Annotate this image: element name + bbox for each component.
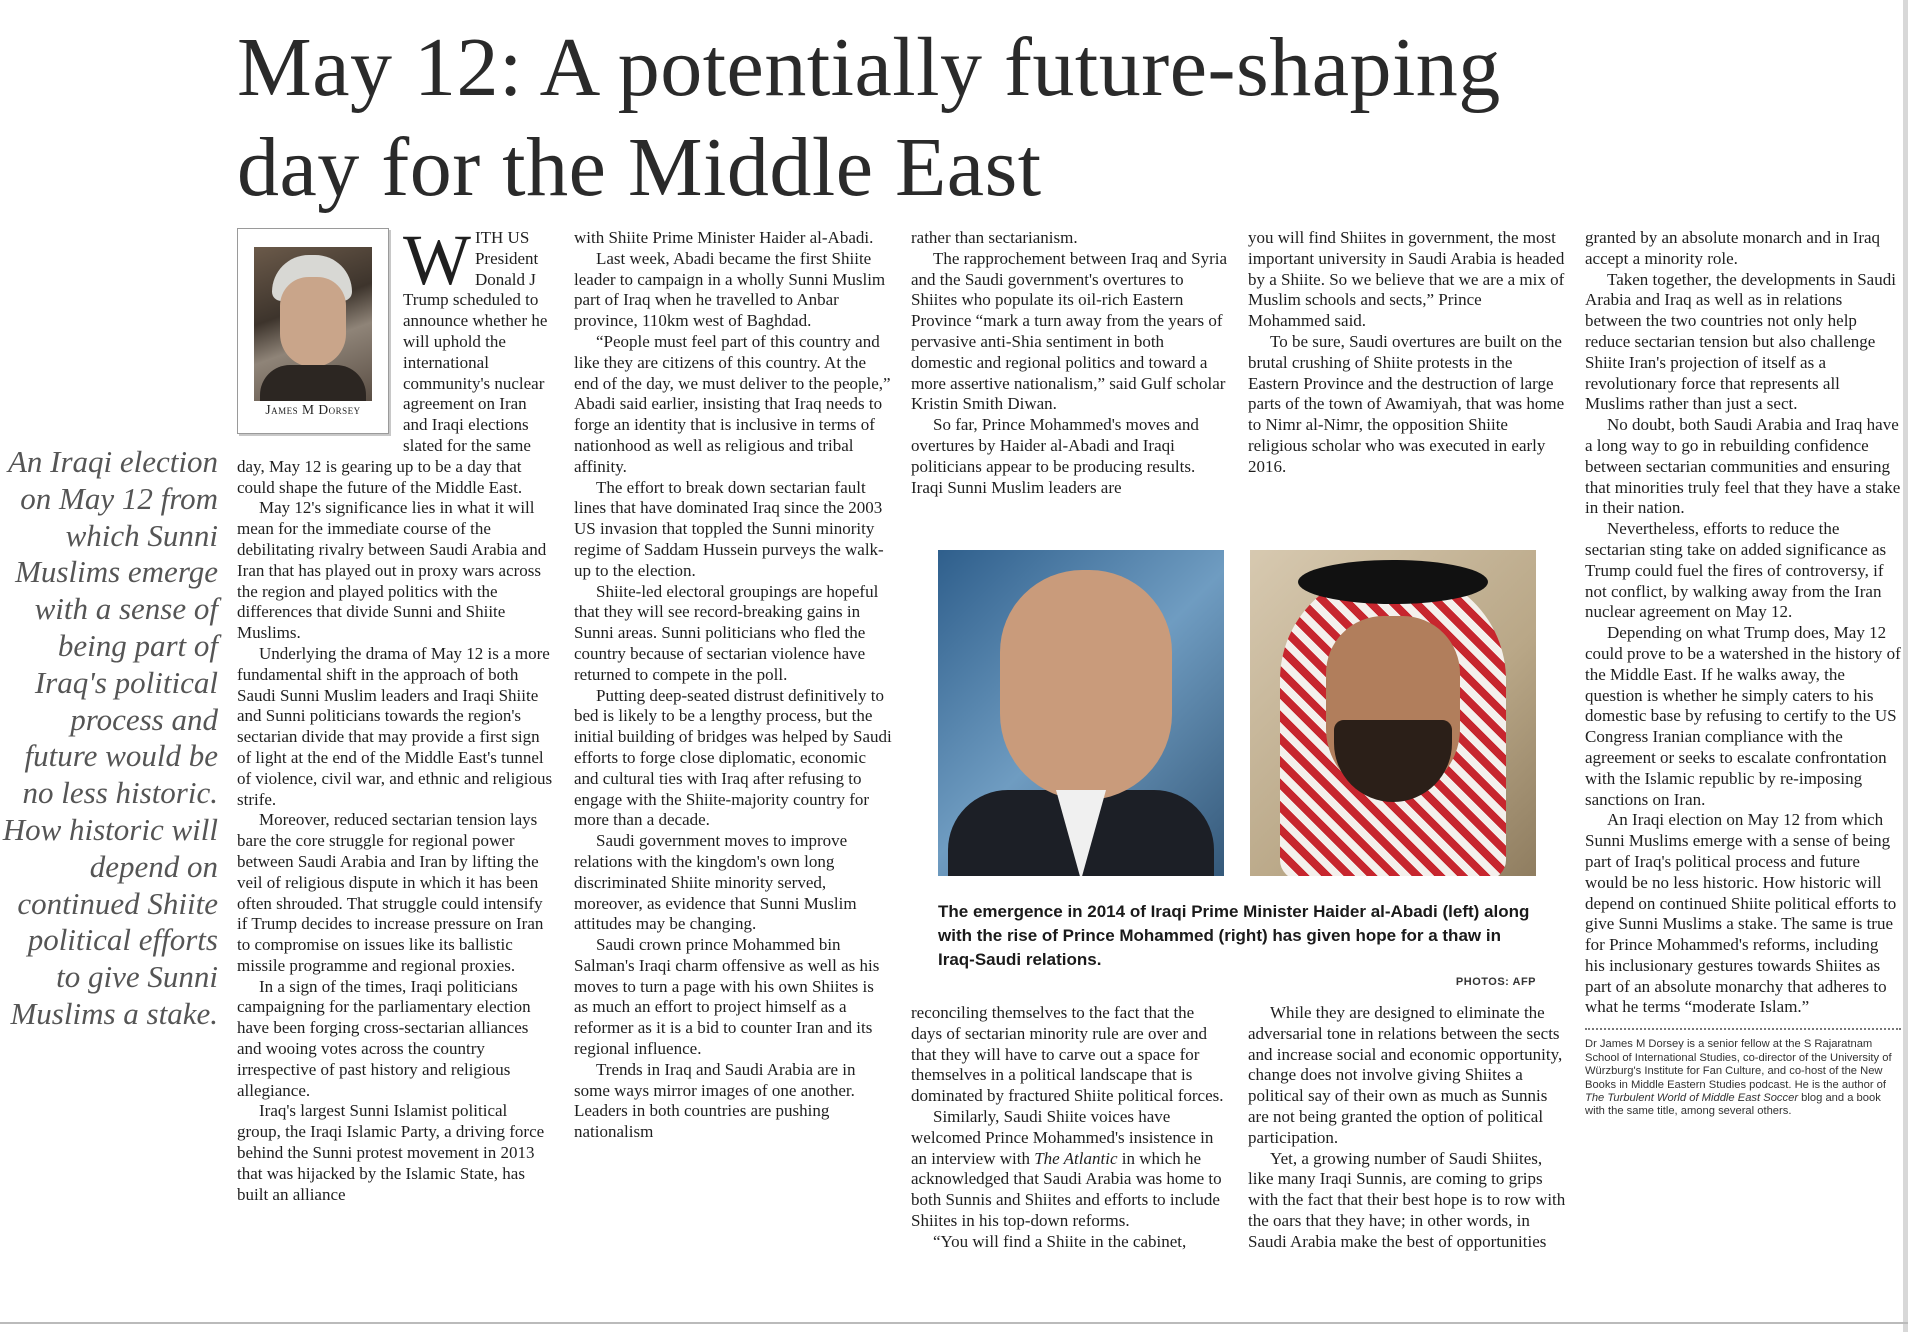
paragraph: Saudi crown prince Mohammed bin Salman's Iraqi charm offensive as well as his moves to turn a page with his own Shiites is as much an effort to project himself as a reformer as it is a bid to counter Iran and its regional influence.	[574, 935, 880, 1059]
credit-label: PHOTOS:	[1455, 976, 1510, 988]
paragraph: An Iraqi election on May 12 from which Sunni Muslims emerge with a sense of being part of Iraq's political process and future would be no less historic. How historic will depend on continued Shiite political efforts to give Sunni Muslims a stake. The same is true for Prince Mohammed's reforms, including his inclusionary gestures towards Shiites as part of an absolute monarchy that adheres to what he terms “moderate Islam.”	[1585, 810, 1897, 1017]
drop-cap: W	[403, 220, 471, 300]
author-bio-note: Dr James M Dorsey is a senior fellow at the S Rajaratnam School of International Studies, co-director of the University of Würzburg's Institute for Fan Culture, and co-host of the New Books in Middle Eastern Studies podcast. He is the author of The Turbulent World of Middle East Soccer blog and a book with the same title, among several others.	[1585, 1028, 1901, 1118]
photo-block	[938, 550, 1536, 876]
headline-line-2: day for the Middle East	[237, 121, 1042, 214]
article-column-4-top	[1248, 228, 1566, 478]
paragraph: Nevertheless, efforts to reduce the sectarian sting take on added significance as Trump could fuel the fires of controversy, if not conflict, by walking away from the Iran nuclear agreement on May 12.	[1585, 519, 1887, 622]
paragraph: Yet, a growing number of Saudi Shiites, like many Iraqi Sunnis, are coming to grips with the fact that their best hope is to row with the oars that they have; in other words, in Saudi Arabia make the best of opportunities	[1248, 1148, 1566, 1251]
page-bottom-rule	[0, 1322, 1908, 1324]
photo-credit	[1456, 970, 1536, 994]
caption-text: The emergence in 2014 of Iraqi Prime Minister Haider al-Abadi (left) along with the rise of Prince Mohammed (right) has given hope for a thaw in Iraq-Saudi relations.	[938, 902, 1530, 969]
paragraph: May 12's significance lies in what it will mean for the immediate course of the debilitating rivalry between Saudi Arabia and Iran that has played out in proxy wars across the region and played politics with the differences that divide Sunni and Shiite Muslims.	[237, 498, 547, 643]
paragraph: Last week, Abadi became the first Shiite leader to campaign in a wholly Sunni Muslim part of Iraq when he travelled to Anbar province, 110km west of Baghdad.	[574, 248, 886, 331]
article-column-4-bottom	[1248, 1003, 1566, 1253]
paragraph: The effort to break down sectarian fault lines that have dominated Iraq since the 2003 US invasion that toppled the Sunni minority regime of Saddam Hussein purveys the walk-up to the election.	[574, 477, 884, 580]
author-photo	[254, 247, 372, 401]
pull-quote: An Iraqi election on May 12 from which Sunni Muslims emerge with a sense of being part of Iraq's political process and future would be no less historic. How historic will depend on continued Shiite political efforts to give Sunni Muslims a stake.	[2, 444, 218, 1031]
publication-title: The Atlantic	[1034, 1148, 1118, 1168]
photo-caption	[938, 900, 1536, 988]
paragraph: Taken together, the developments in Saudi Arabia and Iraq as well as in relations between the two countries not only help reduce sectarian tension but also challenge Shiite Iran's projection of itself as a revolutionary force that represents all Muslims rather than just a sect.	[1585, 269, 1896, 414]
paragraph: Trends in Iraq and Saudi Arabia are in some ways mirror images of one another. Leaders in both countries are pushing nationalism	[574, 1059, 856, 1142]
author-name: James M Dorsey	[265, 402, 361, 418]
article-column-1	[237, 220, 555, 1205]
book-title: The Turbulent World of Middle East Soccer	[1585, 1091, 1799, 1104]
page-edge-shadow	[1903, 0, 1908, 1332]
paragraph: rather than sectarianism.	[911, 228, 1078, 247]
paragraph: Iraq's largest Sunni Islamist political group, the Iraqi Islamic Party, a driving force behind the Sunni protest movement in 2013 that was hijacked by the Islamic State, has built an alliance	[237, 1101, 545, 1204]
paragraph: granted by an absolute monarch and in Iraq accept a minority role.	[1585, 228, 1881, 268]
paragraph: The rapprochement between Iraq and Syria and the Saudi government's overtures to Shiites who populate its oil-rich Eastern Province “mark a turn away from the years of pervasive anti-Shia sentiment in both domestic and regional politics and toward a more assertive nationalism,” said Gulf scholar Kristin Smith Diwan.	[911, 248, 1228, 414]
paragraph: you will find Shiites in government, the most important university in Saudi Arabia is headed by a Shiite. So we believe that we are a mix of Muslim schools and sects,” Prince Mohammed said.	[1248, 228, 1565, 331]
paragraph: with Shiite Prime Minister Haider al-Abadi.	[574, 228, 874, 247]
article-column-3-bottom	[911, 1003, 1229, 1253]
lead-text: ITH US President Donald J Trump scheduled to announce whether he will uphold the international community's nuclear agreement on Iran and Iraqi elections slated for the same day, May 12 is gearing up to be a day that could shape the future of the Middle East.	[237, 228, 548, 497]
paragraph: Similarly, Saudi Shiite voices have welcomed Prince Mohammed's insistence in an interview with The Atlantic in which he acknowledged that Saudi Arabia was home to both Sunnis and Shiites and efforts to include Shiites in his top-down reforms.	[911, 1106, 1222, 1230]
paragraph: Underlying the drama of May 12 is a more fundamental shift in the approach of both Saudi Sunni Muslim leaders and Iraqi Shiite and Sunni politicians towards the region's sectarian divide that may provide a first sign of light at the end of the Middle East's tunnel of violence, civil war, and ethnic and religious strife.	[237, 643, 553, 809]
paragraph: “You will find a Shiite in the cabinet,	[933, 1231, 1187, 1251]
article-column-3-top	[911, 228, 1229, 498]
article-column-2	[574, 228, 892, 1143]
author-box	[237, 228, 389, 434]
paragraph: No doubt, both Saudi Arabia and Iraq have a long way to go in rebuilding confidence between sectarian communities and ensuring that minorities truly feel that they have a stake in their nation.	[1585, 415, 1901, 518]
paragraph: Depending on what Trump does, May 12 could prove to be a watershed in the history of the Middle East. If he walks away, the question is whether he simply caters to his domestic base by refusing to certify to the US Congress Iranian compliance with the agreement or seeks to escalate confrontation with the Islamic republic by re-imposing sanctions on Iran.	[1585, 623, 1901, 809]
paragraph: To be sure, Saudi overtures are built on the brutal crushing of Shiite protests in the Eastern Province and the destruction of large parts of the town of Awamiyah, that was home to Nimr al-Nimr, the opposition Shiite religious scholar who was executed in early 2016.	[1248, 331, 1565, 476]
prince-mohammed-photo	[1250, 550, 1536, 876]
haider-al-abadi-photo	[938, 550, 1224, 876]
paragraph: Moreover, reduced sectarian tension lays bare the core struggle for regional power between Saudi Arabia and Iran by lifting the veil of religious dispute in which it has been often shrouded. That struggle could intensify if Trump decides to increase pressure on Iran to compromise on issues like its ballistic missile programme and regional proxies.	[237, 810, 544, 975]
paragraph: reconciling themselves to the fact that the days of sectarian minority rule are over and that they will have to carve out a space for themselves in a political landscape that is dominated by fractured Shiite political forces.	[911, 1003, 1224, 1106]
article-headline	[237, 18, 1677, 218]
article-column-5	[1585, 228, 1901, 1119]
credit-source: AFP	[1512, 976, 1536, 988]
paragraph: Putting deep-seated distrust definitively to bed is likely to be a lengthy process, but the initial building of bridges was helped by Saudi efforts to forge close diplomatic, economic and cultural ties with Iraq after refusing to engage with the Shiite-majority country for more than a decade.	[574, 685, 892, 830]
paragraph: While they are designed to eliminate the adversarial tone in relations between the sects and increase social and economic opportunity, change does not involve giving Shiites a political say of their own as much as Sunnis are not being granted the option of political participation.	[1248, 1003, 1563, 1147]
paragraph: Saudi government moves to improve relations with the kingdom's own long discriminated Shiite minority served, moreover, as evidence that Sunni Muslim attitudes may be changing.	[574, 831, 857, 934]
paragraph: Shiite-led electoral groupings are hopeful that they will see record-breaking gains in Sunni areas. Sunni politicians who fled the country because of sectarian violence have returned to compete in the poll.	[574, 581, 879, 684]
paragraph: “People must feel part of this country and like they are citizens of this country. At the end of the day, we must deliver to the people,” Abadi said earlier, insisting that Iraq needs to forge an identity that is inclusive in terms of nationhood as well as religious and tribal affinity.	[574, 331, 891, 476]
paragraph: In a sign of the times, Iraqi politicians campaigning for the parliamentary election have been forging cross-sectarian alliances and wooing votes across the country irrespective of past history and religious allegiance.	[237, 976, 531, 1100]
headline-line-1: May 12: A potentially future-shaping	[237, 21, 1501, 114]
paragraph: So far, Prince Mohammed's moves and overtures by Haider al-Abadi and Iraqi politicians appear to be producing results. Iraqi Sunni Muslim leaders are	[911, 415, 1199, 497]
